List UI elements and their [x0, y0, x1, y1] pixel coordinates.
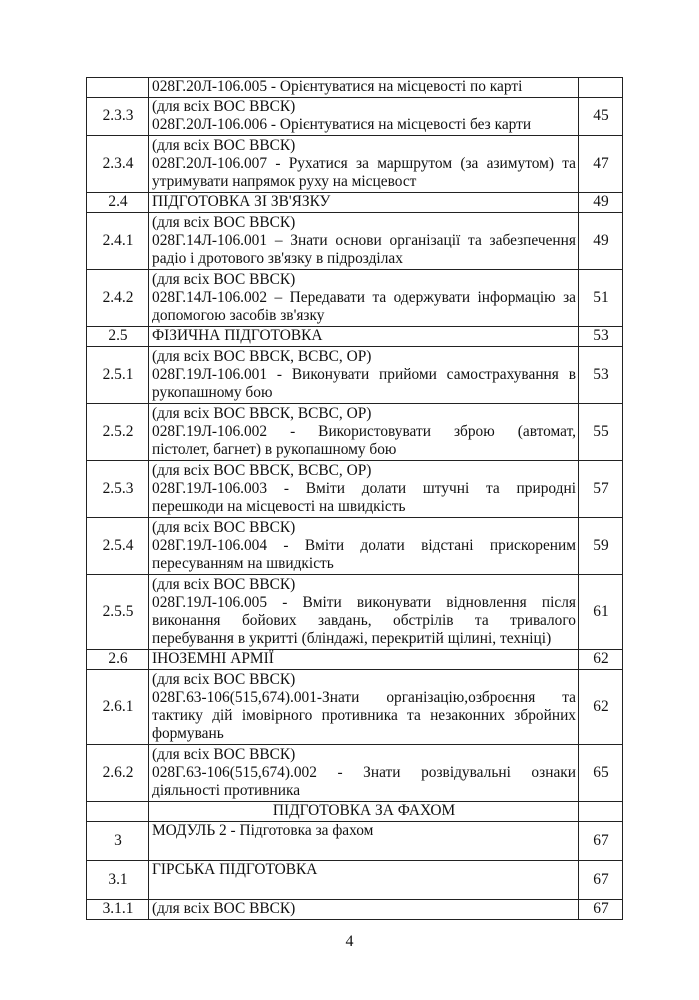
section-title-line: 028Г.20Л-106.006 - Орієнтуватися на місцевості без карти: [152, 116, 532, 133]
section-title: [149, 404, 579, 461]
section-number: 2.3.4: [87, 136, 149, 193]
section-title-line: радіо і дротового зв'язку в підрозділах: [152, 249, 403, 267]
section-title-line: МОДУЛЬ 2 - Підготовка за фахом: [152, 822, 374, 839]
section-title-line: (для всіх ВОС ВВСК): [152, 213, 296, 231]
section-title-line: ІНОЗЕМНІ АРМІЇ: [152, 650, 274, 667]
section-title-line: пересуванням на швидкість: [152, 554, 334, 572]
section-title-line: 028Г.20Л-106.007 - Рухатися за маршрутом (за азимутом) та: [152, 154, 576, 172]
section-title-line: ПІДГОТОВКА ЗА ФАХОМ: [272, 802, 456, 819]
page-ref: 53: [579, 327, 623, 347]
section-number: 2.4.2: [87, 270, 149, 327]
section-title-line: ФІЗИЧНА ПІДГОТОВКА: [152, 327, 323, 344]
section-title-line: 028Г.19Л-106.005 - Вміти виконувати відновлення після: [152, 593, 576, 611]
table-row: [87, 745, 623, 802]
section-title-line: 028Г.19Л-106.001 - Виконувати прийоми самострахування в: [152, 365, 576, 383]
page-ref: 49: [579, 193, 623, 213]
section-title-line: 028Г.20Л-106.005 - Орієнтуватися на місцевості по карті: [152, 78, 523, 95]
section-number: 3: [87, 822, 149, 861]
section-title-line: допомогою засобів зв'язку: [152, 306, 325, 324]
page-ref: [579, 78, 623, 98]
contents-table: [86, 77, 623, 920]
section-title-line: 028Г.14Л-106.002 – Передавати та одержувати інформацію за: [152, 288, 576, 306]
table-row: [87, 98, 623, 136]
section-number: 3.1: [87, 861, 149, 900]
section-number: 2.6.1: [87, 670, 149, 745]
table-row: [87, 327, 623, 347]
table-row: [87, 404, 623, 461]
section-title-line: виконання бойових завдань, обстрілів та тривалого: [152, 611, 576, 629]
contents-table-body: [87, 78, 623, 920]
section-title-line: (для всіх ВОС ВВСК): [152, 575, 296, 593]
table-row: [87, 518, 623, 575]
page-ref: 51: [579, 270, 623, 327]
section-title: [149, 327, 579, 347]
section-title: [149, 745, 579, 802]
section-number: 2.5.2: [87, 404, 149, 461]
section-title: [149, 78, 579, 98]
section-title-line: 028Г.19Л-106.002 - Використовувати зброю (автомат,: [152, 422, 576, 440]
section-title: [149, 822, 579, 861]
section-number: [87, 78, 149, 98]
table-row: [87, 461, 623, 518]
section-title-line: тактику дій імовірного противника та незаконних збройних: [152, 706, 576, 724]
section-title-line: пістолет, багнет) в рукопашному бою: [152, 440, 397, 458]
table-row: [87, 213, 623, 270]
section-number: [87, 802, 149, 822]
section-title: [149, 575, 579, 650]
section-title-line: 028Г.63-106(515,674).002 - Знати розвідувальні ознаки: [152, 763, 576, 781]
section-number: 3.1.1: [87, 900, 149, 920]
section-title-line: (для всіх ВОС ВВСК): [152, 98, 296, 115]
section-number: 2.4.1: [87, 213, 149, 270]
table-row: [87, 900, 623, 920]
table-row: [87, 802, 623, 822]
table-row: [87, 650, 623, 670]
section-number: 2.5.4: [87, 518, 149, 575]
table-row: [87, 347, 623, 404]
section-title-line: перебування в укритті (бліндажі, перекритій щілині, техніці): [152, 629, 552, 647]
page-ref: 65: [579, 745, 623, 802]
table-row: [87, 78, 623, 98]
section-title: [149, 802, 579, 822]
section-title: [149, 670, 579, 745]
table-row: [87, 861, 623, 900]
section-title-line: (для всіх ВОС ВВСК, ВСВС, ОР): [152, 347, 372, 365]
section-number: 2.5.1: [87, 347, 149, 404]
table-row: [87, 136, 623, 193]
page-ref: 47: [579, 136, 623, 193]
section-number: 2.5: [87, 327, 149, 347]
section-title: [149, 461, 579, 518]
section-title-line: (для всіх ВОС ВВСК): [152, 745, 296, 763]
section-title-line: (для всіх ВОС ВВСК): [152, 136, 296, 154]
section-number: 2.5.3: [87, 461, 149, 518]
section-title-line: (для всіх ВОС ВВСК): [152, 900, 296, 917]
page-number: 4: [345, 933, 354, 950]
table-row: [87, 193, 623, 213]
section-title-line: (для всіх ВОС ВВСК, ВСВС, ОР): [152, 404, 372, 422]
section-title-line: рукопашному бою: [152, 383, 273, 401]
section-title: [149, 861, 579, 900]
page-ref: [579, 802, 623, 822]
section-title: [149, 900, 579, 920]
section-title-line: 028Г.63-106(515,674).001-Знати організацію,озброєння та: [152, 688, 576, 706]
section-title-line: (для всіх ВОС ВВСК): [152, 518, 296, 536]
section-number: 2.3.3: [87, 98, 149, 136]
page-ref: 61: [579, 575, 623, 650]
section-number: 2.6: [87, 650, 149, 670]
table-row: [87, 670, 623, 745]
section-title-line: (для всіх ВОС ВВСК): [152, 670, 296, 688]
section-title: [149, 136, 579, 193]
section-title-line: (для всіх ВОС ВВСК): [152, 270, 296, 288]
page-ref: 67: [579, 822, 623, 861]
section-title-line: формувань: [152, 724, 224, 742]
table-row: [87, 822, 623, 861]
section-number: 2.5.5: [87, 575, 149, 650]
table-row: [87, 575, 623, 650]
page-ref: 49: [579, 213, 623, 270]
section-title: [149, 518, 579, 575]
section-number: 2.4: [87, 193, 149, 213]
section-title-line: ПІДГОТОВКА ЗІ ЗВ'ЯЗКУ: [152, 193, 331, 210]
section-title: [149, 347, 579, 404]
section-title-line: діяльності противника: [152, 781, 301, 799]
page-ref: 59: [579, 518, 623, 575]
page-ref: 45: [579, 98, 623, 136]
section-title: [149, 650, 579, 670]
section-title-line: 028Г.19Л-106.003 - Вміти долати штучні та природні: [152, 479, 576, 497]
section-number: 2.6.2: [87, 745, 149, 802]
section-title-line: 028Г.14Л-106.001 – Знати основи організації та забезпечення: [152, 231, 576, 249]
page-ref: 62: [579, 650, 623, 670]
section-title-line: ГІРСЬКА ПІДГОТОВКА: [152, 861, 318, 878]
section-title: [149, 98, 579, 136]
page-ref: 67: [579, 861, 623, 900]
section-title: [149, 213, 579, 270]
page-ref: 67: [579, 900, 623, 920]
section-title-line: 028Г.19Л-106.004 - Вміти долати відстані прискореним: [152, 536, 576, 554]
page-ref: 53: [579, 347, 623, 404]
section-title: [149, 270, 579, 327]
section-title-line: перешкоди на місцевості на швидкість: [152, 497, 406, 515]
section-title-line: (для всіх ВОС ВВСК, ВСВС, ОР): [152, 461, 372, 479]
page-ref: 57: [579, 461, 623, 518]
section-title: [149, 193, 579, 213]
section-title-line: утримувати напрямок руху на місцевост: [152, 172, 417, 190]
table-row: [87, 270, 623, 327]
page-ref: 55: [579, 404, 623, 461]
page-ref: 62: [579, 670, 623, 745]
